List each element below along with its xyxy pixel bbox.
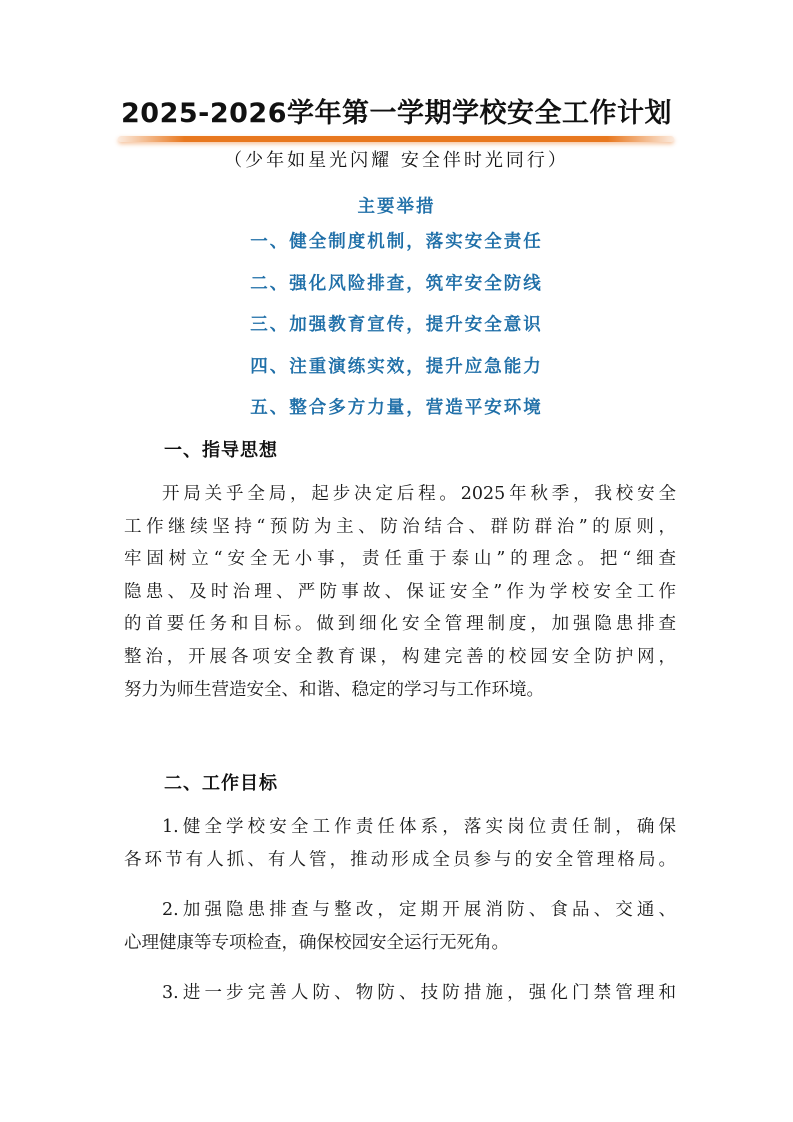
section-guiding-ideology-title: 一、指导思想 [164, 440, 278, 461]
main-measures-list [0, 192, 793, 430]
work-goal-item-2 [124, 894, 676, 959]
document-title: 2025-2026学年第一学期学校安全工作计划 [121, 98, 672, 129]
measure-item: 三、加强教育宣传，提升安全意识 [250, 315, 543, 335]
paragraph-line: 1.健全学校安全工作责任体系，落实岗位责任制，确保 [162, 817, 676, 837]
measure-item: 四、注重演练实效，提升应急能力 [250, 356, 543, 377]
measure-item: 五、整合多方力量，营造平安环境 [250, 398, 543, 418]
paragraph-line: 的首要任务和目标。做到细化安全管理制度，加强隐患排查 [124, 614, 676, 635]
paragraph-line: 隐患、及时治理、严防事故、保证安全”作为学校安全工作 [124, 581, 676, 602]
paragraph-line: 工作继续坚持“预防为主、防治结合、群防群治”的原则， [124, 516, 676, 537]
work-goal-item-1 [124, 811, 676, 876]
measure-item: 二、强化风险排查，筑牢安全防线 [250, 273, 543, 294]
paragraph-line: 努力为师生营造安全、和谐、稳定的学习与工作环境。 [124, 679, 544, 700]
title-underline-decoration [118, 136, 674, 142]
work-goal-item-3 [124, 977, 676, 1010]
section-work-goals-title: 二、工作目标 [164, 773, 278, 794]
main-measures-heading: 主要举措 [357, 197, 436, 217]
paragraph-line: 整治，开展各项安全教育课，构建完善的校园安全防护网， [124, 646, 676, 667]
paragraph-line: 各环节有人抓、有人管，推动形成全员参与的安全管理格局。 [124, 849, 676, 870]
paragraph-line: 心理健康等专项检查，确保校园安全运行无死角。 [124, 932, 509, 953]
paragraph-line: 3.进一步完善人防、物防、技防措施，强化门禁管理和 [162, 983, 676, 1003]
guiding-ideology-paragraph [124, 478, 676, 706]
paragraph-line: 开局关乎全局，起步决定后程。2025年秋季，我校安全 [162, 484, 676, 504]
paragraph-line: 2.加强隐患排查与整改，定期开展消防、食品、交通、 [162, 900, 676, 920]
measure-item: 一、健全制度机制，落实安全责任 [250, 232, 543, 252]
paragraph-line: 牢固树立“安全无小事，责任重于泰山”的理念。把“细查 [124, 549, 676, 570]
document-subtitle: （少年如星光闪耀 安全伴时光同行） [224, 150, 569, 171]
